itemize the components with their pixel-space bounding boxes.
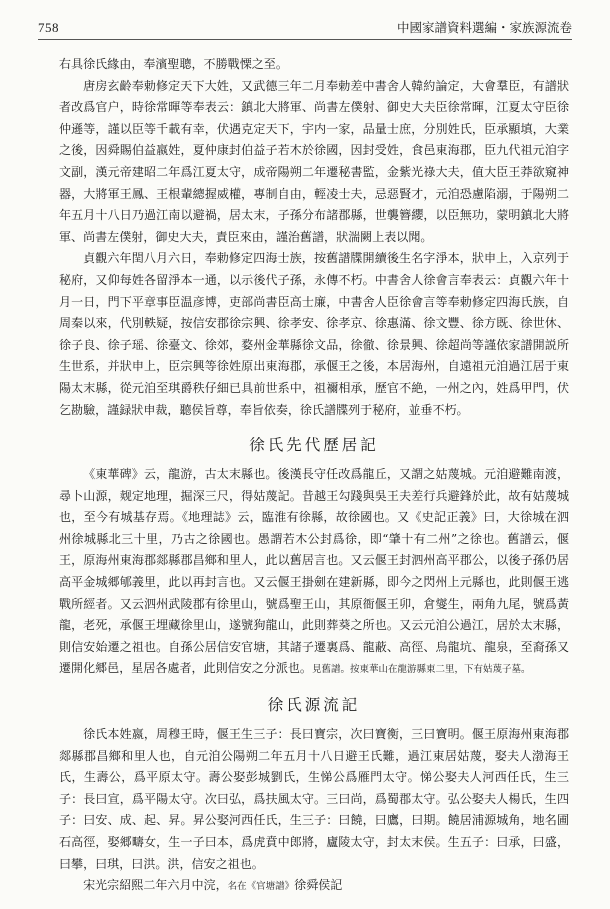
inline-note: 見舊譜。按東華山在龍游縣東二里，下有姑蔑子墓。 [311,664,531,676]
paragraph: 徐氏本姓嬴，周穆王時，偃王生三子：長曰寶宗，次曰寶衡，三曰寶明。偃王原海州東海郡郯縣郡昌鄉和里人也，自元洎公陽朔二年五月十八日避王氏難，過江東居姑蔑，娶夫人渤海王氏，生壽公，爲平原太守。壽公娶彭城劉氏，生悌公爲雁門太守。悌公娶夫人河西任氏，生三子：長曰宣，爲平陽太守。次曰弘，爲扶風太守。三曰尚，爲蜀郡太守。弘公娶夫人楊氏，生四子：曰安、成、起、昇。昇公娶河西任氏，生三子：曰饒，曰鷹，曰期。饒居浦源城角，地名圃石高徑，娶郷疇女，生一子曰本，爲虎賁中郎將，廬陵太守，封太末侯。生五子：曰承，曰盛，曰攀，曰琪，曰洪。洪，信安之祖也。 [59,727,569,871]
colophon-date: 宋光宗紹熙二年六月中浣， [83,878,228,893]
paragraph: 貞觀六年閏八月六日，奉勅修定四海士族，按舊譜牒開續後生名字淨本，狀申上，入京列于秘府，又仰每姓各留淨本一通，以示後代子孫，永傳不朽。中書舍人徐會言奉表云：貞觀六年十月一日，門下平章事臣温彦博，吏部尚書臣高士廉，中書舍人臣徐會言等奉勅修定四海氏族，自周秦以來，代別軼疑，按信安郡徐宗興、徐孝安、徐孝京、徐惠滿、徐文豐、徐方既、徐世休、徐子良、徐子瑶、徐臺文、徐郊，婺州金華縣徐文品，徐徹、徐景興、徐超尚等謹依家譜開説所生世系，并狀申上，臣宗興等徐姓原出東海郡，承偃王之後，本居海州，自遠祖元洎過江居于東陽太末縣，從元洎至琪爵秩仔細已具前世系中，祖禰相承，歷官不絶，一州之內，姓爲甲門，伏乞勘驗，謹録狀申裁，聽侯旨尊，奉旨依奏，徐氏譜牒列于秘府，並垂不朽。 [59,251,569,417]
paragraph: 右具徐氏緣由，奉濱聖聰，不勝戰慄之至。 [59,57,288,71]
colophon-author: 徐舜侯記 [294,878,343,893]
inline-note: 名在《官塘譜》 [227,881,295,893]
paragraph: 唐房玄齡奉勅修定天下大姓，又武德三年二月奉勅差中書舍人韓約論定，大會羣臣，有譜狀者改爲官户，時徐常暉等奉表云：鎮北大將軍、尚書左僕射、御史大夫臣徐常暉，江夏太守臣徐仲遜等，謹以臣等千載有幸，伏遇克定天下，宇内一家，品量士庶，分別姓氏，臣承顯填，大業之後，因舜賜伯益嬴姓，夏仲康封伯益子若木於徐國，因封受姓，食邑東海郡，臣九代祖元洎字文副，漢元帝建昭二年爲江夏太守，成帝陽朔二年遷秘書監，金紫光祿大夫，值大臣王莽欲窺神器，大將軍王鳳、王根輩總握威權，專制自由，輕凌士夫，忌惡賢才，元洎恐慮陷溺，于陽朔二年五月十八日乃過江南以避禍，居太末，子孫分布諸郡縣，世襲簪纓，以臣無功，蒙明鎮北大將軍、尚書左僕射，御史大夫，責臣來由，謹治舊譜，狀湍闕上表以聞。 [59,78,569,244]
page-header [38,14,572,40]
section-title: 徐氏源流記 [267,696,361,715]
paragraph-text: 《東華碑》云，龍游，古太末縣也。後漢長守任改爲龍丘，又謂之姑蔑城。元洎避難南渡，尋卜山源，觌定地理，掘深三尺，得姑蔑記。昔越王勾踐與吳王夫差行兵避鋒於此，故有姑蔑城也，至今有城基存焉。《地理誌》云，臨淮有徐縣，故徐國也。又《史記正義》曰，大徐城在泗州徐城縣北三十里，乃古之徐國也。愚謂若木公封爲徐，即“肇十有二州”之徐也。舊譜云，偃王，原海州東海郡郯縣郡昌鄉和里人，此以舊居言也。又云偃王封泗州高平郡公，以後子孫仍居高平金城郷郇義里，此以再封言也。又云偃王掛劍在建新縣，即今之閃州上元縣也，此則偃王逃戰所經者。又云泗州武陵郡有徐里山，號爲聖王山，其原衙偃王卯，倉燮生，兩角九尾，號爲黃龍，老死，承偃王埋藏徐里山，遂號狗龍山，此則葬葵之所也。又云元洎公過江，居於太末縣，則信安始遷之祖也。自孫公居信安官塘，其諸子遷裏爲、龍蔽、高徑、烏龍坑、龍泉，至裔孫又遷開化郷邑，星居各處者，此則信安之分派也。 [59,467,569,676]
section-title: 徐氏先代歷居記 [249,436,379,455]
page-body [59,54,569,898]
running-title: 中國家譜資料選編・家族源流卷 [396,20,572,35]
paragraph [59,464,569,681]
colophon [59,875,569,898]
page-number: 758 [38,20,59,35]
